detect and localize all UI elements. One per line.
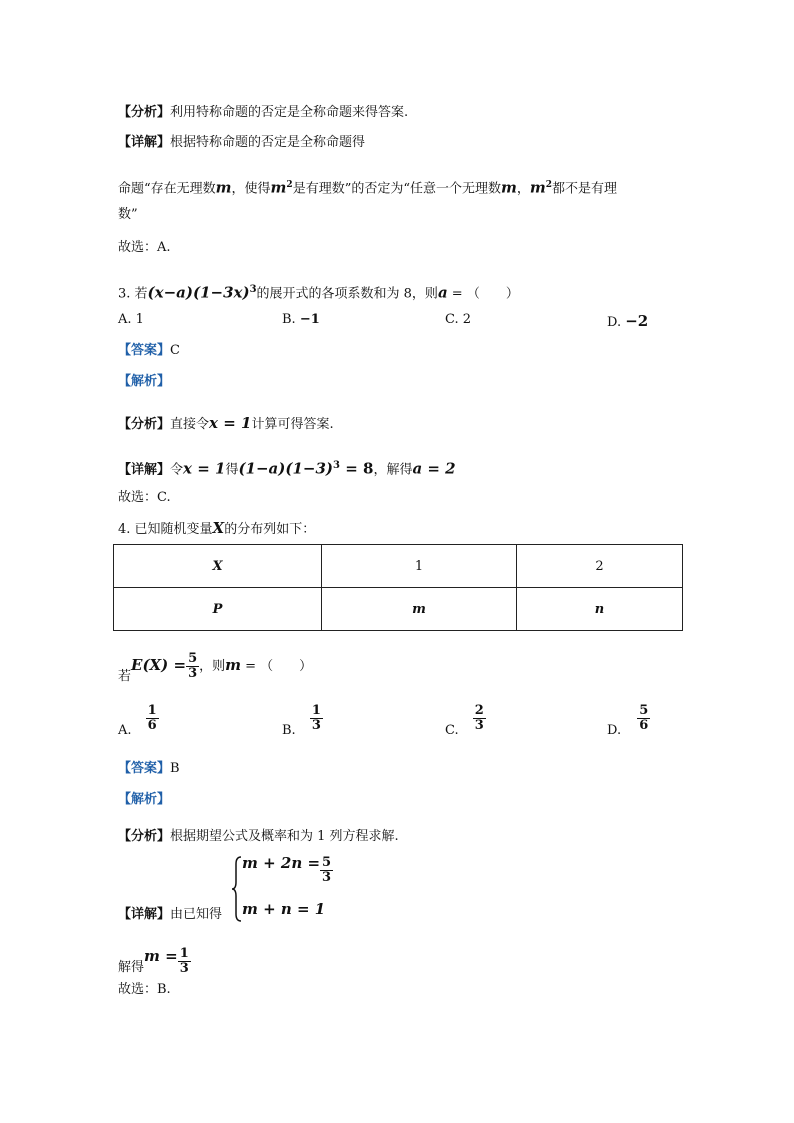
math-expr: E(X) = <box>131 656 187 674</box>
numerator: 2 <box>474 703 484 718</box>
q4-answer <box>118 759 180 779</box>
q2-final: 故选：A. <box>118 240 171 255</box>
option-label: B. <box>282 312 296 327</box>
analysis-tag: 【分析】 <box>118 417 171 432</box>
math-var: X <box>212 519 225 537</box>
denominator: 3 <box>179 961 189 976</box>
q2-proposition-cont: 数” <box>118 207 138 222</box>
denominator: 3 <box>311 718 321 733</box>
math-var: m <box>225 656 242 674</box>
math-expr: a = 2 <box>412 459 456 478</box>
q3-stem <box>118 280 519 304</box>
math-exp: 2 <box>545 180 553 190</box>
text: 得 <box>225 462 239 478</box>
q2-proposition <box>118 175 617 199</box>
numerator: 5 <box>322 855 332 870</box>
numerator: 5 <box>639 703 649 718</box>
answer-tag: 【答案】 <box>118 343 171 358</box>
option-label: A. <box>118 723 132 738</box>
text: ， <box>516 181 530 197</box>
fraction <box>473 704 486 733</box>
option-value: −2 <box>625 312 649 330</box>
fraction <box>178 947 191 976</box>
q4-stem <box>118 518 315 540</box>
q4-option-d <box>607 703 650 738</box>
q3-analysis <box>118 413 334 435</box>
left-brace-icon <box>232 856 242 922</box>
table-cell: 1 <box>322 545 517 588</box>
text: 的分布列如下： <box>224 522 316 537</box>
option-label: B. <box>282 723 296 738</box>
q4-final: 故选：B. <box>118 982 171 997</box>
numerator: 1 <box>147 703 157 718</box>
equation-1 <box>242 856 333 885</box>
q3-jiexi <box>118 372 170 392</box>
text: 令 <box>170 462 184 478</box>
text: 的展开式的各项系数和为 8，则 <box>256 286 438 302</box>
math-var: m <box>270 178 287 197</box>
equation-2 <box>242 900 325 918</box>
detail-tag: 【详解】 <box>118 135 171 150</box>
q2-detail <box>118 133 365 153</box>
math-expr: (1−a)(1−3) <box>238 459 334 478</box>
math-expr: m + 2n = <box>242 854 321 872</box>
math-expr: (x−a)(1−3x) <box>147 283 250 302</box>
text: 若 <box>118 669 132 684</box>
answer-value: C <box>170 343 180 358</box>
numerator: 1 <box>179 946 189 961</box>
option-label: C. <box>445 312 459 327</box>
fraction <box>320 856 333 885</box>
q4-option-b <box>282 703 323 738</box>
detail-text: 根据特称命题的否定是全称命题得 <box>170 135 366 150</box>
option-label: D. <box>607 315 622 330</box>
q4-jiexi <box>118 790 170 810</box>
math-expr: x = 1 <box>209 414 252 432</box>
text: ，解得 <box>373 462 413 478</box>
q4-analysis <box>118 827 399 847</box>
denominator: 6 <box>147 718 157 733</box>
q4-option-a <box>118 703 159 738</box>
option-value: 2 <box>462 312 472 327</box>
fraction <box>310 704 323 733</box>
text: 解得 <box>118 960 145 975</box>
q4-condition <box>118 650 312 682</box>
answer-tag: 【答案】 <box>118 761 171 776</box>
text: ，则 <box>199 659 226 674</box>
text: 3. 若 <box>118 286 148 302</box>
text: 计算可得答案. <box>251 417 334 432</box>
math-expr: m = <box>144 947 178 965</box>
q3-option-c <box>445 312 471 327</box>
option-label: D. <box>607 723 622 738</box>
fraction <box>637 704 650 733</box>
denominator: 3 <box>474 718 484 733</box>
math-var: m <box>500 178 517 197</box>
math-expr: = 8 <box>339 459 374 478</box>
fraction <box>186 652 199 681</box>
text: 直接令 <box>170 417 210 432</box>
q3-option-a <box>118 312 144 327</box>
q3-final: 故选：C. <box>118 490 171 505</box>
distribution-table <box>113 544 683 631</box>
text: 都不是有理 <box>552 181 618 197</box>
math-expr: m + n = 1 <box>242 900 326 918</box>
analysis-text: 利用特称命题的否定是全称命题来得答案. <box>170 105 409 120</box>
q4-option-c <box>445 703 486 738</box>
q3-answer <box>118 341 180 361</box>
math-var: a <box>437 283 448 302</box>
analysis-tag: 【分析】 <box>118 105 171 120</box>
text: 是有理数”的否定为“任意一个无理数 <box>292 181 501 197</box>
denominator: 3 <box>322 870 332 885</box>
text: = （ ） <box>241 659 313 674</box>
table-row <box>114 545 683 588</box>
table-cell: X <box>114 545 322 588</box>
q3-option-b <box>282 312 320 327</box>
table-cell: n <box>517 588 683 631</box>
option-label: A. <box>118 312 132 327</box>
analysis-text: 根据期望公式及概率和为 1 列方程求解. <box>170 829 399 844</box>
q3-detail <box>118 456 456 480</box>
text: 命题“存在无理数 <box>118 181 216 197</box>
q3-option-d <box>607 312 648 330</box>
option-value: −1 <box>299 312 320 327</box>
math-exp: 3 <box>249 284 257 295</box>
table-cell: m <box>322 588 517 631</box>
table-cell: 2 <box>517 545 683 588</box>
math-exp: 2 <box>286 180 293 190</box>
jiexi-tag: 【解析】 <box>118 374 171 389</box>
detail-tag: 【详解】 <box>118 462 171 478</box>
text: ，使得 <box>231 181 271 197</box>
math-var: m <box>215 178 232 197</box>
jiexi-tag: 【解析】 <box>118 792 171 807</box>
detail-tag: 【详解】 <box>118 907 171 922</box>
math-var: m <box>529 178 546 197</box>
analysis-tag: 【分析】 <box>118 829 171 844</box>
table-row <box>114 588 683 631</box>
math-expr: x = 1 <box>183 459 226 478</box>
text: 4. 已知随机变量 <box>118 522 213 537</box>
numerator: 1 <box>311 703 321 718</box>
option-label: C. <box>445 723 459 738</box>
fraction <box>146 704 159 733</box>
answer-value: B <box>170 761 180 776</box>
q4-detail <box>118 905 222 925</box>
denominator: 3 <box>188 666 198 681</box>
table-cell: P <box>114 588 322 631</box>
detail-text: 由已知得 <box>170 907 223 922</box>
text: = （ ） <box>447 286 519 302</box>
denominator: 6 <box>639 718 649 733</box>
q2-analysis <box>118 103 408 123</box>
numerator: 5 <box>188 651 198 666</box>
math-exp: 3 <box>333 460 340 471</box>
q4-solve <box>118 945 191 977</box>
option-value: 1 <box>135 312 144 327</box>
